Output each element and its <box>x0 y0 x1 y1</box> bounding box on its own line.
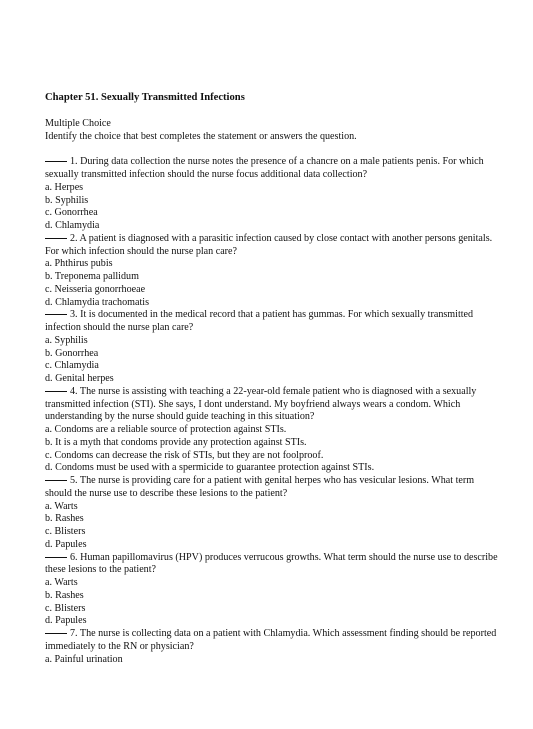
answer-option: d. Condoms must be used with a spermicide to guarantee protection against STIs. <box>45 462 375 474</box>
question-text: 4. The nurse is assisting with teaching a 22-year-old female patient who is diagnosed with a sexually transmitted infection (STI). She says, I dont understand. My boyfriend always wears a condom. Which understanding by the nurse should guide teaching in this situation? <box>45 385 477 423</box>
answer-option: d. Papules <box>45 538 87 550</box>
question-stem <box>45 156 503 182</box>
answer-option: d. Papules <box>45 615 87 627</box>
answer-option: a. Painful urination <box>45 653 123 665</box>
answer-option: b. Rashes <box>45 513 84 525</box>
question-stem <box>45 309 503 335</box>
question-text: 1. During data collection the nurse notes the presence of a chancre on a male patients penis. For which sexually transmitted infection should the nurse focus additional data collection? <box>45 156 484 180</box>
answer-option: b. Gonorrhea <box>45 347 99 359</box>
answer-option: c. Condoms can decrease the risk of STIs, but they are not foolproof. <box>45 449 324 461</box>
question-block <box>45 628 503 666</box>
question-block <box>45 309 503 386</box>
question-block <box>45 156 503 233</box>
question-stem <box>45 475 503 501</box>
question-stem <box>45 233 503 259</box>
answer-option: a. Herpes <box>45 181 84 193</box>
question-list <box>45 156 503 666</box>
question-block <box>45 552 503 629</box>
answer-option: a. Warts <box>45 577 78 588</box>
section-heading: Multiple Choice <box>45 117 111 129</box>
answer-option: a. Warts <box>45 500 78 512</box>
question-block <box>45 386 503 475</box>
answer-blank <box>45 480 67 481</box>
instructions: Identify the choice that best completes the statement or answers the question. <box>45 130 357 142</box>
answer-blank <box>45 238 67 239</box>
answer-option: c. Blisters <box>45 526 86 537</box>
answer-blank <box>45 314 67 315</box>
chapter-title: Chapter 51. Sexually Transmitted Infections <box>45 92 245 103</box>
question-text: 2. A patient is diagnosed with a parasitic infection caused by close contact with another persons genitals. For which infection should the nurse plan care? <box>45 232 493 257</box>
answer-option: a. Phthirus pubis <box>45 258 113 270</box>
answer-option: b. Syphilis <box>45 194 89 206</box>
answer-blank <box>45 557 67 558</box>
answer-option: b. Rashes <box>45 589 84 601</box>
answer-option: b. It is a myth that condoms provide any protection against STIs. <box>45 436 307 448</box>
answer-blank <box>45 633 67 634</box>
question-stem <box>45 552 503 578</box>
question-text: 3. It is documented in the medical record that a patient has gummas. For which sexually transmitted infection should the nurse plan care? <box>45 309 474 333</box>
answer-option: d. Chlamydia trachomatis <box>45 296 149 308</box>
question-text: 6. Human papillomavirus (HPV) produces verrucous growths. What term should the nurse use to describe these lesions to the patient? <box>45 551 498 576</box>
answer-option: c. Gonorrhea <box>45 207 98 219</box>
answer-option: d. Chlamydia <box>45 220 100 231</box>
question-block <box>45 233 503 310</box>
answer-blank <box>45 391 67 392</box>
question-block <box>45 475 503 552</box>
question-text: 7. The nurse is collecting data on a patient with Chlamydia. Which assessment finding should be reported immediately to the RN or physician? <box>45 628 497 652</box>
answer-option: b. Treponema pallidum <box>45 271 139 282</box>
spacer <box>45 143 503 156</box>
answer-option: d. Genital herpes <box>45 373 114 384</box>
answer-option: c. Blisters <box>45 602 86 614</box>
answer-option: a. Condoms are a reliable source of protection against STIs. <box>45 424 287 435</box>
question-text: 5. The nurse is providing care for a patient with genital herpes who has vesicular lesions. What term should the nurse use to describe these lesions to the patient? <box>45 475 475 499</box>
answer-blank <box>45 161 67 162</box>
question-stem <box>45 628 503 654</box>
answer-option: a. Syphilis <box>45 334 88 346</box>
answer-option: c. Neisseria gonorrhoeae <box>45 283 146 295</box>
answer-option: c. Chlamydia <box>45 360 99 372</box>
question-stem <box>45 386 503 424</box>
